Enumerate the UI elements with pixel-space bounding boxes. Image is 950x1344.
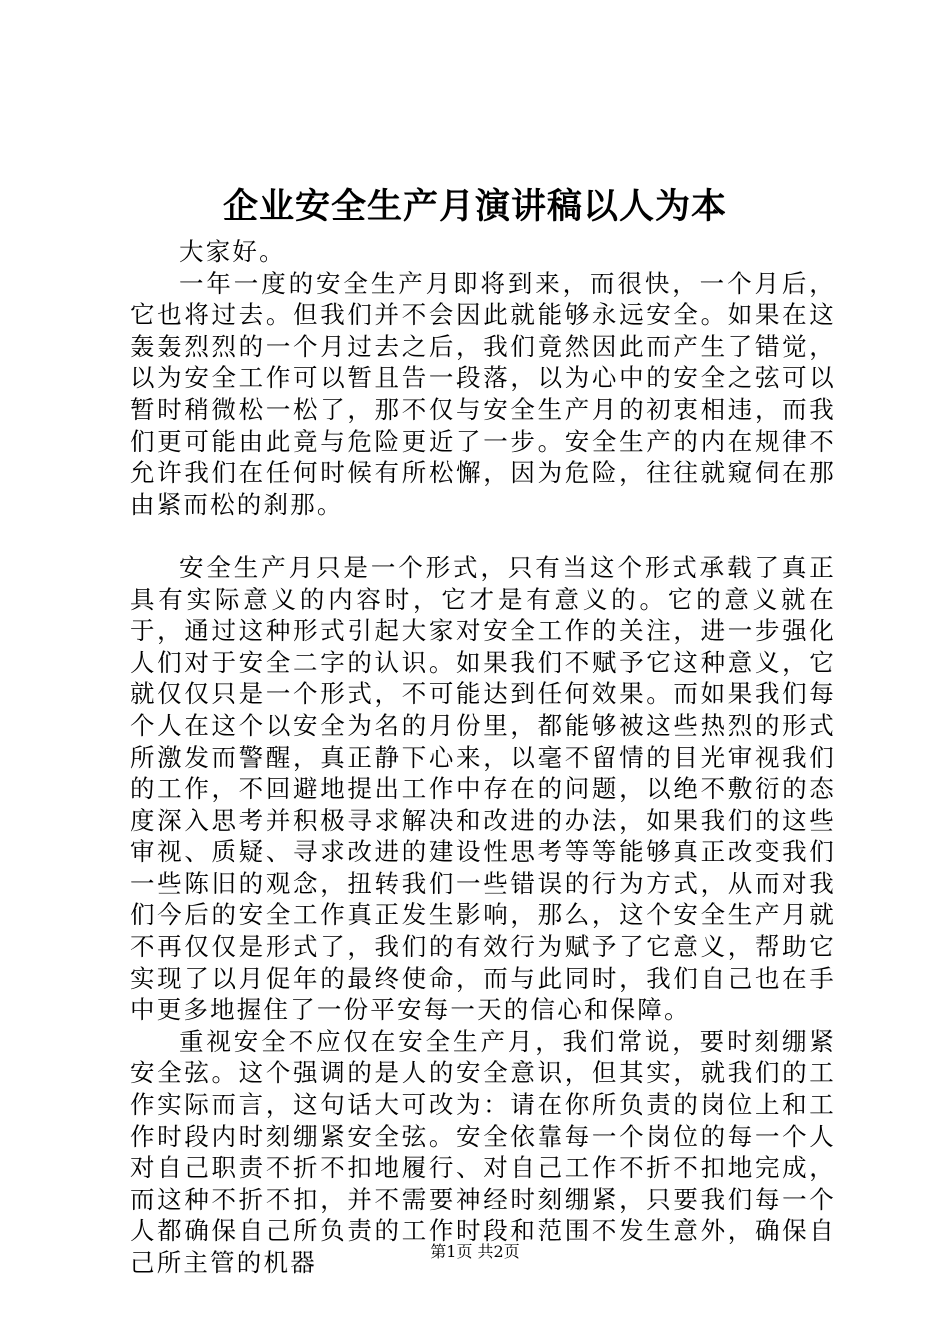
paragraph-2: 安全生产月只是一个形式，只有当这个形式承载了真正具有实际意义的内容时，它才是有意义的。它的意义就在于，通过这种形式引起大家对安全工作的关注，进一步强化人们对于安全二字的认识。如果我们不赋予它这种意义，它就仅仅只是一个形式，不可能达到任何效果。而如果我们每个人在这个以安全为名的月份里，都能够被这些热烈的形式所激发而警醒，真正静下心来，以毫不留情的目光审视我们的工作，不回避地提出工作中存在的问题，以绝不敷衍的态度深入思考并积极寻求解决和改进的办法，如果我们的这些审视、质疑、寻求改进的建设性思考等等能够真正改变我们一些陈旧的观念，扭转我们一些错误的行为方式，从而对我们今后的安全工作真正发生影响，那么，这个安全生产月就不再仅仅是形式了，我们的有效行为赋予了它意义，帮助它实现了以月促年的最终使命，而与此同时，我们自己也在手中更多地握住了一份平安每一天的信心和保障。 — [130, 552, 836, 1025]
paragraph-greeting: 大家好。 — [179, 237, 286, 266]
paragraph-1: 一年一度的安全生产月即将到来，而很快，一个月后，它也将过去。但我们并不会因此就能够永远安全。如果在这轰轰烈烈的一个月过去之后，我们竟然因此而产生了错觉，以为安全工作可以暂且告一段落，以为心中的安全之弦可以暂时稍微松一松了，那不仅与安全生产月的初衷相违，而我们更可能由此竟与危险更近了一步。安全生产的内在规律不允许我们在任何时候有所松懈，因为危险，往往就窥伺在那由紧而松的刹那。 — [130, 268, 836, 519]
document-body — [130, 236, 836, 1279]
paragraph-3: 重视安全不应仅在安全生产月，我们常说，要时刻绷紧安全弦。这个强调的是人的安全意识，但其实，就我们的工作实际而言，这句话大可改为：请在你所负责的岗位上和工作时段内时刻绷紧安全弦。安全依靠每一个岗位的每一个人对自己职责不折不扣地履行、对自己工作不折不扣地完成，而这种不折不扣，并不需要神经时刻绷紧，只要我们每一个人都确保自己所负责的工作时段和范围不发生意外，确保自己所主管的机器 — [130, 1026, 836, 1277]
document-title: 企业安全生产月演讲稿以人为本 — [222, 186, 727, 227]
page-number-footer: 第1页 共2页 — [430, 1242, 520, 1261]
paragraph-spacer — [130, 520, 836, 552]
